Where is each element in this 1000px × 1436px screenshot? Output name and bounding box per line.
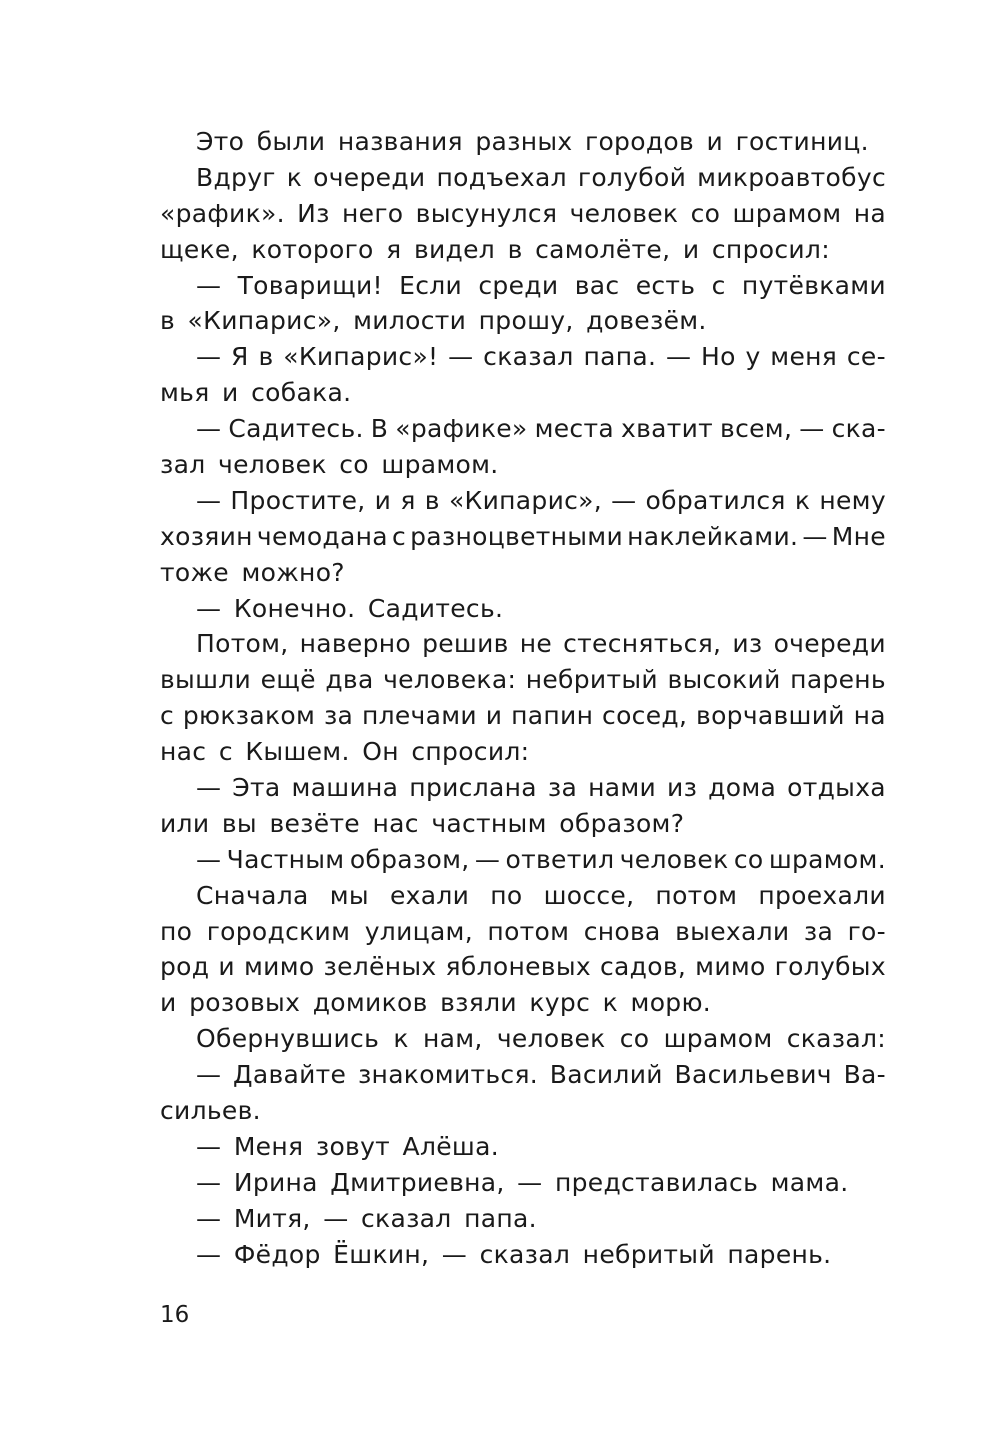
text-line: тоже можно? bbox=[160, 557, 345, 587]
text-line: «рафик». Из него высунулся человек со шрамом на bbox=[160, 198, 886, 228]
text-line: — Товарищи! Если среди вас есть с путёвками bbox=[196, 270, 886, 300]
text-line: — Частным образом, — ответил человек со шрамом. bbox=[196, 844, 886, 874]
text-line: Потом, наверно решив не стесняться, из очереди bbox=[196, 629, 886, 659]
text-line: — Простите, и я в «Кипарис», — обратился к нему bbox=[196, 485, 886, 515]
text-line: Вдруг к очереди подъехал голубой микроавтобус bbox=[196, 162, 886, 192]
text-line: — Митя, — сказал папа. bbox=[196, 1203, 537, 1233]
text-line: — Эта машина прислана за нами из дома отдыха bbox=[196, 773, 886, 803]
text-line: — Меня зовут Алёша. bbox=[196, 1131, 499, 1161]
page-number: 16 bbox=[160, 1302, 190, 1328]
text-line: — Ирина Дмитриевна, — представилась мама. bbox=[196, 1167, 849, 1197]
page-body-text bbox=[160, 124, 886, 1273]
text-line: с рюкзаком за плечами и папин сосед, ворчавший на bbox=[160, 701, 886, 731]
text-line: нас с Кышем. Он спросил: bbox=[160, 737, 530, 767]
text-line: род и мимо зелёных яблоневых садов, мимо голубых bbox=[160, 952, 886, 982]
text-line: щеке, которого я видел в самолёте, и спросил: bbox=[160, 234, 830, 264]
text-line: Обернувшись к нам, человек со шрамом сказал: bbox=[196, 1024, 886, 1054]
text-line: — Садитесь. В «рафике» места хватит всем, — ска- bbox=[196, 414, 886, 444]
text-line: — Фёдор Ёшкин, — сказал небритый парень. bbox=[196, 1239, 832, 1269]
text-line: — Конечно. Садитесь. bbox=[196, 593, 504, 623]
text-line: в «Кипарис», милости прошу, довезём. bbox=[160, 306, 707, 336]
text-line: Это были названия разных городов и гостиниц. bbox=[196, 127, 869, 156]
text-line: вышли ещё два человека: небритый высокий парень bbox=[160, 665, 886, 695]
text-line: зал человек со шрамом. bbox=[160, 450, 499, 480]
text-line: — Я в «Кипарис»! — сказал папа. — Но у меня се- bbox=[196, 342, 886, 372]
text-line: сильев. bbox=[160, 1096, 261, 1126]
text-line: и розовых домиков взяли курс к морю. bbox=[160, 988, 712, 1018]
text-line: — Давайте знакомиться. Василий Васильевич Ва- bbox=[196, 1060, 886, 1090]
text-line: хозяин чемодана с разноцветными наклейками. — Мне bbox=[160, 521, 886, 551]
text-line: мья и собака. bbox=[160, 378, 352, 408]
text-line: или вы везёте нас частным образом? bbox=[160, 808, 685, 838]
text-line: по городским улицам, потом снова выехали за го- bbox=[160, 916, 886, 946]
text-line: Сначала мы ехали по шоссе, потом проехали bbox=[196, 880, 886, 910]
